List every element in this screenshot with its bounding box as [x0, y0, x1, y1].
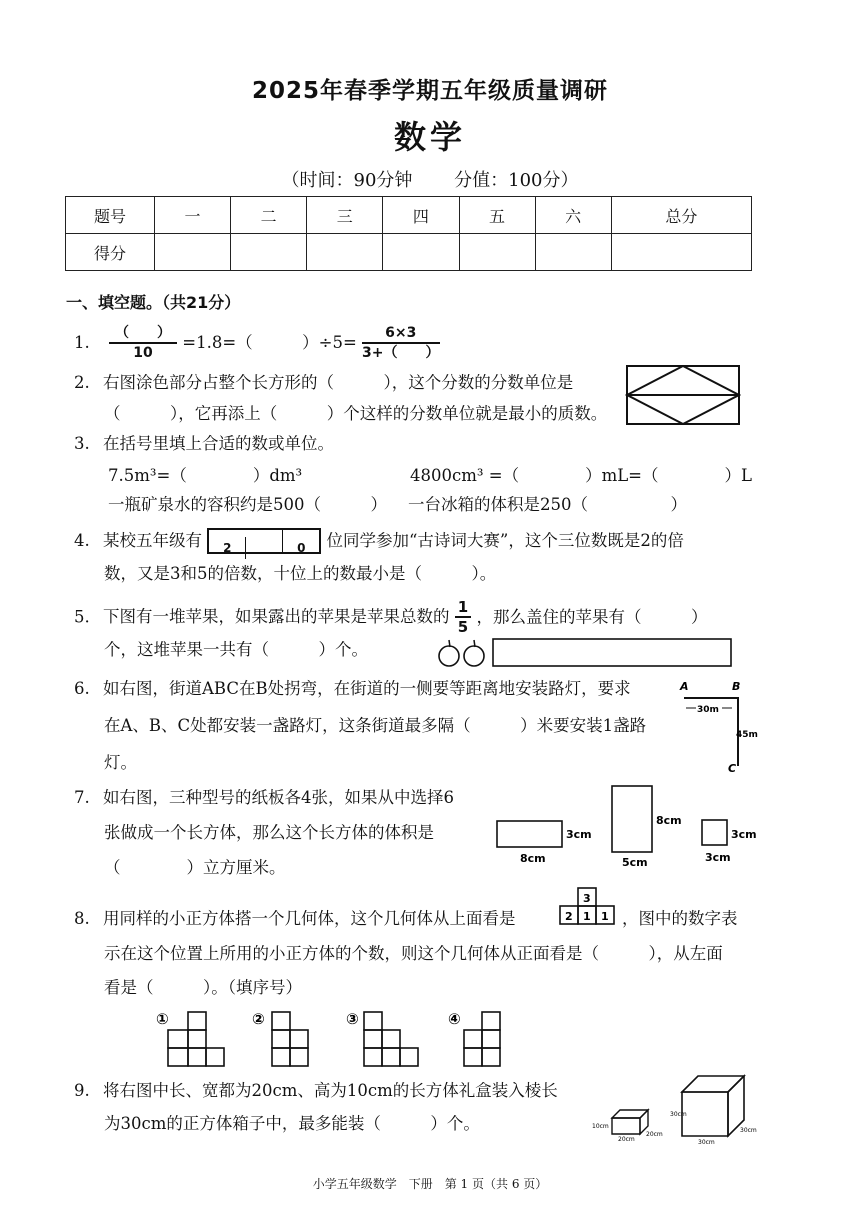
question-number: 3. [74, 434, 90, 453]
question-6-line-2: 在A、B、C处都安装一盏路灯，这条街道最多隔（ ）米要安装1盏路 [104, 716, 647, 735]
length-bc: 45m [736, 730, 758, 740]
score-cell: 二 [231, 197, 307, 234]
fraction-denominator: 10 [133, 345, 153, 361]
cube-count: 2 [565, 910, 573, 923]
question-5-line-1 [74, 600, 707, 635]
digit-cell: 0 [297, 541, 306, 555]
score-input-cell[interactable] [383, 234, 459, 271]
option-1[interactable] [156, 1010, 224, 1066]
question-3-item-c: 一瓶矿泉水的容积约是500（ ） [108, 495, 387, 514]
score-input-cell[interactable] [155, 234, 231, 271]
cardboard-8x3 [497, 821, 562, 847]
question-5-line-2: 个，这堆苹果一共有（ ）个。 [104, 640, 368, 659]
question-number: 5. [74, 607, 90, 627]
score-cell: 六 [535, 197, 611, 234]
question-1 [74, 326, 440, 360]
question-text: 用同样的小正方体搭一个几何体，这个几何体从上面看是 [103, 909, 516, 928]
question-3-item-b: 4800cm³ =（ ）mL=（ ）L [410, 466, 752, 485]
fraction [455, 600, 471, 635]
question-7-line-2: 张做成一个长方体，那么这个长方体的体积是 [104, 823, 434, 842]
equation-text: =1.8=（ ）÷5= [182, 332, 357, 352]
page-footer: 小学五年级数学 下册 第 1 页（共 6 页） [312, 1177, 548, 1191]
score-cell: 一 [155, 197, 231, 234]
option-label: ① [156, 1010, 169, 1028]
dimension-label: 3cm [566, 828, 592, 841]
cube-count: 1 [601, 910, 609, 923]
street-figure [676, 676, 776, 776]
question-9-line-1 [74, 1083, 558, 1100]
question-text: 将右图中长、宽都为20cm、高为10cm的长方体礼盒装入棱长 [103, 1081, 558, 1100]
question-text: 如右图，三种型号的纸板各4张，如果从中选择6 [103, 788, 454, 807]
question-8-line-1 [74, 911, 516, 928]
cube-box [670, 1076, 757, 1146]
question-3-item-d: 一台冰箱的体积是250（ ） [408, 495, 687, 514]
dimension-label: 30cm [670, 1111, 687, 1118]
fraction [362, 326, 439, 360]
section-title: 一、填空题。（共21分） [66, 293, 241, 312]
question-3-item-a: 7.5m³=（ ）dm³ [108, 466, 303, 485]
digit-cell: 2 [209, 537, 246, 559]
score-input-cell[interactable] [231, 234, 307, 271]
score-cell: 三 [307, 197, 383, 234]
option-2[interactable] [252, 1010, 308, 1066]
question-number: 4. [74, 530, 90, 550]
question-number: 9. [74, 1081, 90, 1100]
dimension-label: 8cm [656, 814, 682, 827]
option-4[interactable] [448, 1010, 500, 1066]
option-3[interactable] [346, 1010, 418, 1066]
fraction-numerator: 1 [455, 600, 471, 618]
score-cell: 四 [383, 197, 459, 234]
score-cell: 题号 [66, 197, 155, 234]
question-text: ，那么盖住的苹果有（ ） [476, 607, 708, 627]
question-number: 1. [74, 332, 90, 352]
gift-box [592, 1110, 663, 1143]
score-input-cell[interactable] [611, 234, 751, 271]
view-options-figure [154, 1008, 514, 1068]
exam-title: 2025年春季学期五年级质量调研 [251, 78, 608, 104]
dimension-label: 3cm [731, 828, 757, 841]
question-6-line-3: 灯。 [104, 753, 137, 772]
question-6-line-1 [74, 681, 631, 698]
dimension-label: 20cm [618, 1136, 635, 1143]
fraction-denominator: 5 [457, 618, 469, 636]
score-cell: 得分 [66, 234, 155, 271]
dimension-label: 10cm [592, 1123, 609, 1130]
score-table [65, 196, 752, 271]
dimension-label: 3cm [705, 851, 731, 864]
apple-icon [464, 646, 484, 666]
total-score: 分值：100分） [454, 170, 579, 191]
question-3-line-1 [74, 436, 334, 453]
question-number: 8. [74, 909, 90, 928]
question-text: 下图有一堆苹果，如果露出的苹果是苹果总数的 [103, 607, 450, 627]
dimension-label: 30cm [698, 1139, 715, 1146]
rectangle-rhombus-figure [625, 364, 741, 426]
cardboard-5x8 [612, 786, 652, 852]
subject-title: 数学 [393, 118, 466, 156]
question-number: 7. [74, 788, 90, 807]
question-text: 在括号里填上合适的数或单位。 [103, 434, 334, 453]
question-7-line-3: （ ）立方厘米。 [104, 858, 286, 877]
cardboard-3x3 [702, 820, 727, 845]
top-view-figure [556, 886, 620, 930]
question-4-line-2: 数，又是3和5的倍数，十位上的数最小是（ ）。 [104, 564, 497, 583]
score-table-header-row [66, 197, 752, 234]
cover-box [493, 639, 731, 666]
dimension-label: 20cm [646, 1131, 663, 1138]
score-table-score-row [66, 234, 752, 271]
fraction-numerator: 6×3 [362, 326, 439, 344]
fraction-numerator: （ ） [109, 326, 177, 344]
apples-figure [436, 636, 736, 670]
point-label-b: B [732, 680, 741, 693]
time-limit: （时间：90分钟 [281, 170, 413, 191]
question-8-line-1-end: ，图中的数字表 [622, 909, 738, 928]
apple-icon [439, 646, 459, 666]
question-2-line-2: （ ），它再添上（ ）个这样的分数单位就是最小的质数。 [104, 404, 608, 423]
question-text: 位同学参加“古诗词大赛”，这个三位数既是2的倍 [326, 530, 684, 550]
question-number: 6. [74, 679, 90, 698]
fraction [109, 326, 177, 360]
question-text: 如右图，街道ABC在B处拐弯，在街道的一侧要等距离地安装路灯，要求 [103, 679, 631, 698]
dimension-label: 8cm [520, 852, 546, 865]
question-number: 2. [74, 373, 90, 392]
question-text: 某校五年级有 [103, 530, 202, 550]
point-label-c: C [728, 762, 737, 775]
option-label: ② [252, 1010, 265, 1028]
three-digit-box [207, 528, 321, 554]
score-cell: 总分 [611, 197, 751, 234]
cube-count: 1 [583, 910, 591, 923]
length-ab: 30m [697, 705, 719, 715]
score-cell: 五 [459, 197, 535, 234]
question-8-line-2: 示在这个位置上所用的小正方体的个数，则这个几何体从正面看是（ ），从左面 [104, 944, 723, 963]
cube-count: 3 [583, 892, 591, 905]
dimension-label: 30cm [740, 1127, 757, 1134]
score-input-cell[interactable] [535, 234, 611, 271]
digit-cell[interactable] [246, 530, 283, 552]
fraction-denominator: 3+（ ） [362, 345, 440, 361]
option-label: ③ [346, 1010, 359, 1028]
point-label-a: A [680, 680, 689, 693]
score-input-cell[interactable] [307, 234, 383, 271]
exam-meta [0, 166, 860, 192]
question-4-line-1 [74, 528, 684, 554]
question-7-line-1 [74, 790, 454, 807]
cardboard-figure [492, 780, 762, 872]
question-text: 右图涂色部分占整个长方形的（ ），这个分数的分数单位是 [103, 373, 574, 392]
dimension-label: 5cm [622, 856, 648, 869]
boxes-figure [590, 1070, 760, 1146]
score-input-cell[interactable] [459, 234, 535, 271]
option-label: ④ [448, 1010, 461, 1028]
question-8-line-3: 看是（ ）。（填序号） [104, 978, 302, 997]
question-2-line-1 [74, 375, 573, 392]
question-9-line-2: 为30cm的正方体箱子中，最多能装（ ）个。 [104, 1114, 480, 1133]
